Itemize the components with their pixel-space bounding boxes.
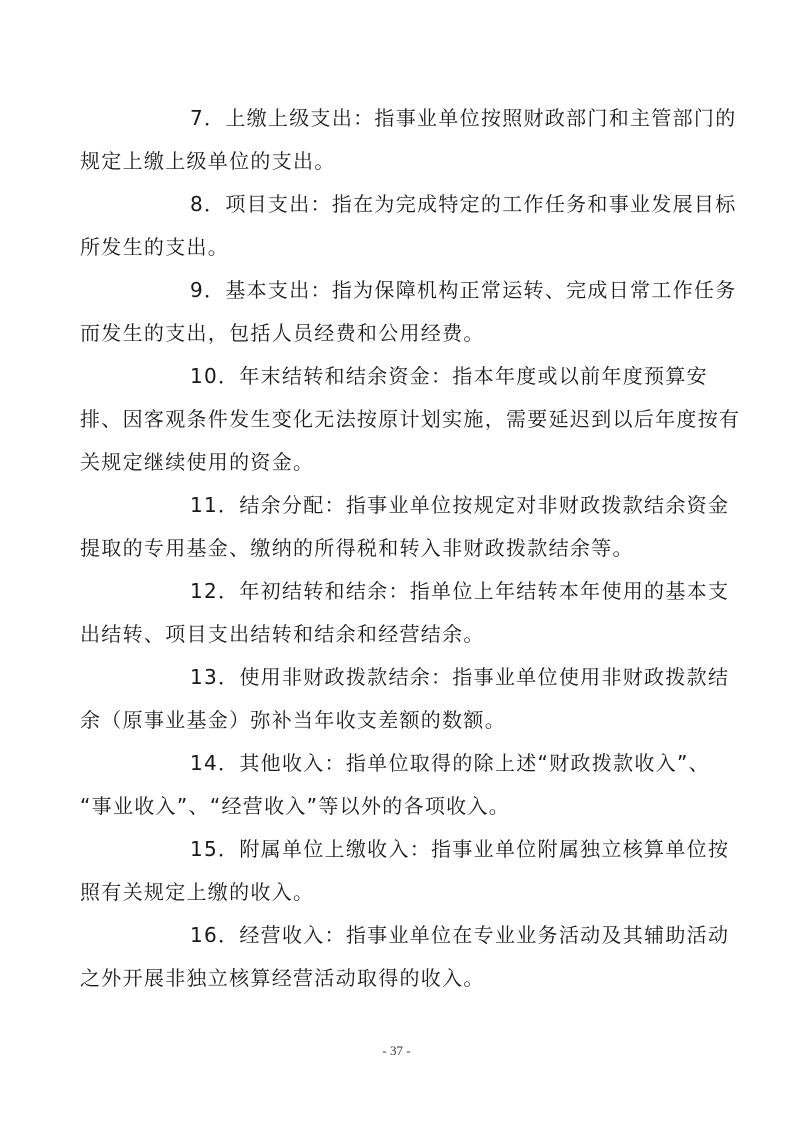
paragraph-line: 10．年末结转和结余资金：指本年度或以前年度预算安 xyxy=(190,364,708,388)
paragraph-line: 14．其他收入：指单位取得的除上述“财政拨款收入”、 xyxy=(190,751,710,775)
paragraph-line: 关规定继续使用的资金。 xyxy=(80,450,315,474)
paragraph-line: 余（原事业基金）弥补当年收支差额的数额。 xyxy=(80,708,506,732)
paragraph-line: 16．经营收入：指事业单位在专业业务活动及其辅助活动 xyxy=(190,923,730,947)
paragraph-line: 13．使用非财政拨款结余：指事业单位使用非财政拨款结 xyxy=(190,665,730,689)
paragraph-line: 所发生的支出。 xyxy=(80,235,230,259)
paragraph-line: 规定上缴上级单位的支出。 xyxy=(80,149,336,173)
paragraph-line: 照有关规定上缴的收入。 xyxy=(80,880,315,904)
paragraph-line: 出结转、项目支出结转和结余和经营结余。 xyxy=(80,622,485,646)
paragraph-line: 7．上缴上级支出：指事业单位按照财政部门和主管部门的 xyxy=(190,106,737,130)
paragraph-line: “事业收入”、“经营收入”等以外的各项收入。 xyxy=(80,794,511,818)
paragraph-line: 12．年初结转和结余：指单位上年结转本年使用的基本支 xyxy=(190,579,730,603)
paragraph-line: 8．项目支出：指在为完成特定的工作任务和事业发展目标 xyxy=(190,192,737,216)
paragraph-line: 9．基本支出：指为保障机构正常运转、完成日常工作任务 xyxy=(190,278,737,302)
paragraph-line: 之外开展非独立核算经营活动取得的收入。 xyxy=(80,966,485,990)
paragraph-line: 而发生的支出，包括人员经费和公用经费。 xyxy=(80,321,485,345)
paragraph-line: 排、因客观条件发生变化无法按原计划实施，需要延迟到以后年度按有 xyxy=(80,407,741,431)
page-number: - 37 - xyxy=(382,1043,411,1058)
paragraph-line: 11．结余分配：指事业单位按规定对非财政拨款结余资金 xyxy=(190,493,730,517)
paragraph-line: 15．附属单位上缴收入：指事业单位附属独立核算单位按 xyxy=(190,837,730,861)
paragraph-line: 提取的专用基金、缴纳的所得税和转入非财政拨款结余等。 xyxy=(80,536,634,560)
